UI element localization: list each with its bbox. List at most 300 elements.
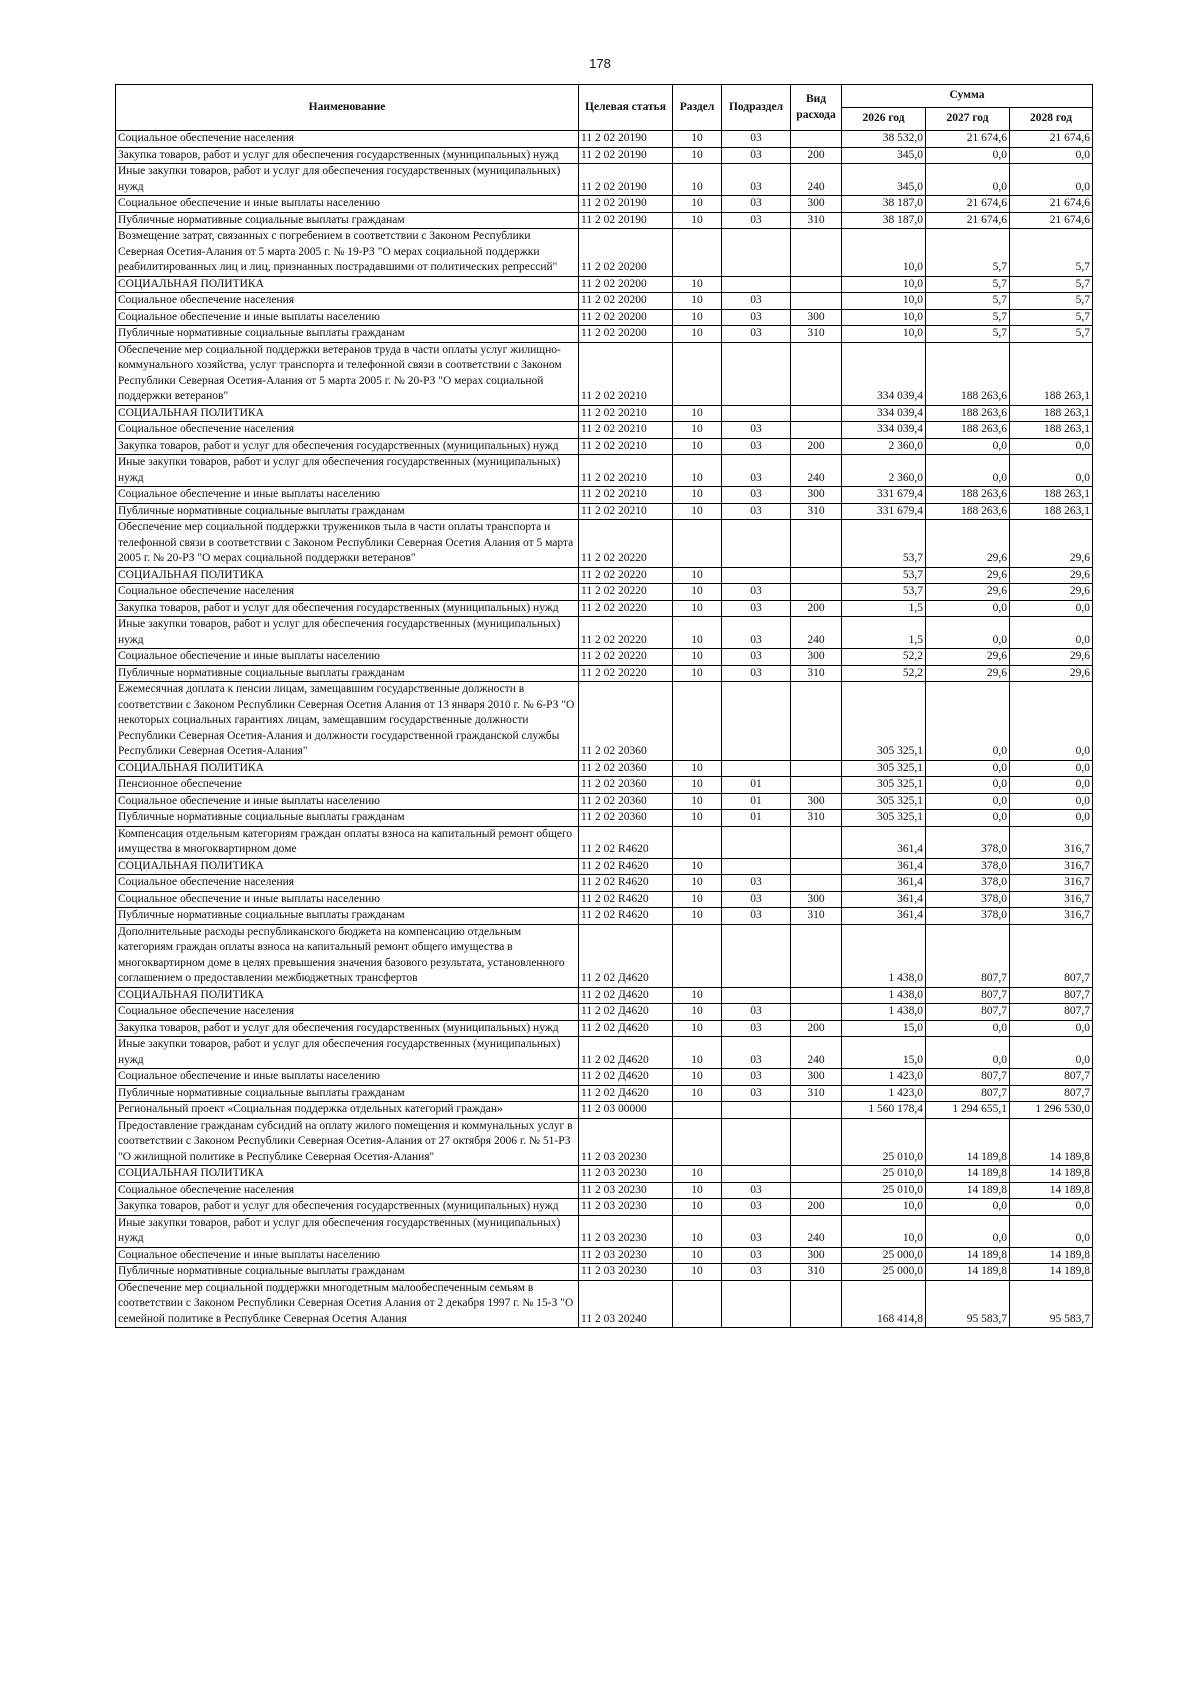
row-subsection: [722, 1118, 791, 1166]
row-target-code: 11 2 02 20360: [579, 682, 673, 761]
row-value-2027: 0,0: [926, 1199, 1010, 1216]
row-section: 10: [673, 760, 722, 777]
row-target-code: 11 2 02 Д4620: [579, 1069, 673, 1086]
row-value-2027: 188 263,6: [926, 405, 1010, 422]
row-target-code: 11 2 02 Д4620: [579, 1037, 673, 1069]
row-value-2026: 1 438,0: [842, 1004, 926, 1021]
row-subsection: 03: [722, 131, 791, 148]
table-row: [116, 1102, 1093, 1119]
row-section: 10: [673, 1004, 722, 1021]
header-sum: Сумма: [842, 85, 1093, 108]
row-target-code: 11 2 02 R4620: [579, 858, 673, 875]
row-expense-type: 200: [791, 147, 842, 164]
row-section: 10: [673, 858, 722, 875]
row-value-2026: 25 000,0: [842, 1264, 926, 1281]
row-value-2026: 38 532,0: [842, 131, 926, 148]
table-row: [116, 875, 1093, 892]
row-section: [673, 1118, 722, 1166]
row-target-code: 11 2 02 Д4620: [579, 924, 673, 987]
row-subsection: 03: [722, 1069, 791, 1086]
row-name: Закупка товаров, работ и услуг для обеспечения государственных (муниципальных) нужд: [116, 1199, 579, 1216]
row-target-code: 11 2 02 20190: [579, 131, 673, 148]
row-value-2028: 5,7: [1010, 229, 1093, 277]
row-value-2028: 29,6: [1010, 665, 1093, 682]
table-row: [116, 455, 1093, 487]
row-section: 10: [673, 326, 722, 343]
row-value-2028: 316,7: [1010, 891, 1093, 908]
row-name: Социальное обеспечение и иные выплаты населению: [116, 891, 579, 908]
row-value-2026: 53,7: [842, 520, 926, 568]
row-expense-type: [791, 520, 842, 568]
row-value-2027: 807,7: [926, 924, 1010, 987]
row-name: СОЦИАЛЬНАЯ ПОЛИТИКА: [116, 405, 579, 422]
row-target-code: 11 2 02 20210: [579, 342, 673, 405]
row-expense-type: 300: [791, 487, 842, 504]
row-value-2028: 807,7: [1010, 1069, 1093, 1086]
row-value-2027: 29,6: [926, 567, 1010, 584]
row-subsection: [722, 1166, 791, 1183]
row-subsection: 03: [722, 196, 791, 213]
row-value-2028: 188 263,1: [1010, 405, 1093, 422]
row-value-2026: 361,4: [842, 891, 926, 908]
row-subsection: 03: [722, 665, 791, 682]
row-subsection: [722, 229, 791, 277]
row-section: 10: [673, 503, 722, 520]
row-value-2027: 378,0: [926, 875, 1010, 892]
row-section: 10: [673, 1247, 722, 1264]
row-value-2028: 316,7: [1010, 858, 1093, 875]
row-value-2026: 1 560 178,4: [842, 1102, 926, 1119]
row-subsection: [722, 1102, 791, 1119]
table-row: [116, 1166, 1093, 1183]
row-subsection: 03: [722, 1004, 791, 1021]
row-value-2027: 188 263,6: [926, 422, 1010, 439]
row-value-2028: 5,7: [1010, 293, 1093, 310]
row-name: Социальное обеспечение и иные выплаты населению: [116, 1069, 579, 1086]
row-subsection: 03: [722, 293, 791, 310]
row-expense-type: 310: [791, 908, 842, 925]
row-expense-type: 200: [791, 1199, 842, 1216]
row-value-2027: 14 189,8: [926, 1182, 1010, 1199]
row-section: [673, 342, 722, 405]
row-section: [673, 826, 722, 858]
row-value-2028: 29,6: [1010, 584, 1093, 601]
row-expense-type: 240: [791, 164, 842, 196]
row-value-2028: 0,0: [1010, 600, 1093, 617]
row-name: СОЦИАЛЬНАЯ ПОЛИТИКА: [116, 1166, 579, 1183]
row-expense-type: [791, 1280, 842, 1328]
row-expense-type: [791, 276, 842, 293]
table-row: [116, 617, 1093, 649]
row-target-code: 11 2 02 20220: [579, 600, 673, 617]
table-row: [116, 987, 1093, 1004]
row-name: Обеспечение мер социальной поддержки тружеников тыла в части оплаты транспорта и телефонной связи в соответствии с Законом Республики Северная Осетия Алания от 5 марта 2005 г. № 20-РЗ "О мерах социальной поддержки ветеранов": [116, 520, 579, 568]
row-expense-type: 310: [791, 326, 842, 343]
row-subsection: [722, 760, 791, 777]
row-value-2028: 14 189,8: [1010, 1182, 1093, 1199]
page-number: 178: [589, 56, 611, 71]
row-target-code: 11 2 02 20200: [579, 229, 673, 277]
header-target: Целевая статья: [579, 85, 673, 131]
row-expense-type: 240: [791, 1037, 842, 1069]
row-name: Иные закупки товаров, работ и услуг для обеспечения государственных (муниципальных) нужд: [116, 164, 579, 196]
table-row: [116, 164, 1093, 196]
row-value-2026: 25 010,0: [842, 1182, 926, 1199]
table-row: [116, 826, 1093, 858]
row-target-code: 11 2 02 Д4620: [579, 1085, 673, 1102]
row-value-2026: 25 000,0: [842, 1247, 926, 1264]
row-expense-type: [791, 858, 842, 875]
row-subsection: 03: [722, 1247, 791, 1264]
row-expense-type: 240: [791, 1215, 842, 1247]
row-section: 10: [673, 584, 722, 601]
row-value-2026: 345,0: [842, 164, 926, 196]
row-name: Социальное обеспечение и иные выплаты населению: [116, 487, 579, 504]
row-section: 10: [673, 422, 722, 439]
row-section: 10: [673, 147, 722, 164]
row-value-2027: 807,7: [926, 1085, 1010, 1102]
row-name: Закупка товаров, работ и услуг для обеспечения государственных (муниципальных) нужд: [116, 147, 579, 164]
row-value-2028: 0,0: [1010, 777, 1093, 794]
row-value-2028: 14 189,8: [1010, 1264, 1093, 1281]
row-value-2026: 38 187,0: [842, 212, 926, 229]
table-row: [116, 1247, 1093, 1264]
row-value-2027: 0,0: [926, 1037, 1010, 1069]
row-expense-type: 310: [791, 212, 842, 229]
row-value-2028: 5,7: [1010, 309, 1093, 326]
row-expense-type: [791, 405, 842, 422]
row-value-2027: 0,0: [926, 1020, 1010, 1037]
row-target-code: 11 2 02 20360: [579, 760, 673, 777]
row-expense-type: [791, 1182, 842, 1199]
header-2026: 2026 год: [842, 108, 926, 131]
row-value-2026: 1,5: [842, 617, 926, 649]
row-value-2028: 0,0: [1010, 1020, 1093, 1037]
table-row: [116, 665, 1093, 682]
row-value-2028: 316,7: [1010, 826, 1093, 858]
row-value-2028: 0,0: [1010, 793, 1093, 810]
row-expense-type: [791, 422, 842, 439]
row-value-2027: 21 674,6: [926, 212, 1010, 229]
table-row: [116, 600, 1093, 617]
table-row: [116, 1037, 1093, 1069]
row-subsection: [722, 342, 791, 405]
row-value-2027: 0,0: [926, 455, 1010, 487]
row-expense-type: [791, 584, 842, 601]
row-value-2026: 10,0: [842, 293, 926, 310]
row-target-code: 11 2 03 20230: [579, 1215, 673, 1247]
row-target-code: 11 2 02 20210: [579, 455, 673, 487]
table-row: [116, 1085, 1093, 1102]
row-subsection: 01: [722, 793, 791, 810]
table-row: [116, 212, 1093, 229]
row-value-2027: 0,0: [926, 147, 1010, 164]
row-value-2026: 10,0: [842, 1215, 926, 1247]
row-name: Публичные нормативные социальные выплаты гражданам: [116, 1085, 579, 1102]
header-2027: 2027 год: [926, 108, 1010, 131]
row-value-2026: 361,4: [842, 908, 926, 925]
row-subsection: 03: [722, 1085, 791, 1102]
row-value-2026: 10,0: [842, 276, 926, 293]
row-section: 10: [673, 276, 722, 293]
row-name: Публичные нормативные социальные выплаты гражданам: [116, 908, 579, 925]
row-section: [673, 682, 722, 761]
row-name: Иные закупки товаров, работ и услуг для обеспечения государственных (муниципальных) нужд: [116, 455, 579, 487]
row-subsection: 03: [722, 875, 791, 892]
row-value-2027: 14 189,8: [926, 1247, 1010, 1264]
row-section: 10: [673, 405, 722, 422]
row-value-2028: 29,6: [1010, 520, 1093, 568]
row-value-2026: 334 039,4: [842, 405, 926, 422]
row-value-2027: 188 263,6: [926, 487, 1010, 504]
row-value-2028: 0,0: [1010, 164, 1093, 196]
row-name: Публичные нормативные социальные выплаты гражданам: [116, 326, 579, 343]
row-value-2026: 305 325,1: [842, 760, 926, 777]
row-name: Социальное обеспечение населения: [116, 875, 579, 892]
row-name: Закупка товаров, работ и услуг для обеспечения государственных (муниципальных) нужд: [116, 438, 579, 455]
row-expense-type: [791, 1166, 842, 1183]
table-row: [116, 908, 1093, 925]
row-value-2026: 305 325,1: [842, 793, 926, 810]
row-value-2027: 14 189,8: [926, 1264, 1010, 1281]
table-row: [116, 567, 1093, 584]
row-value-2026: 38 187,0: [842, 196, 926, 213]
row-value-2028: 5,7: [1010, 326, 1093, 343]
row-section: 10: [673, 438, 722, 455]
row-value-2027: 29,6: [926, 584, 1010, 601]
row-target-code: 11 2 03 20240: [579, 1280, 673, 1328]
row-value-2027: 5,7: [926, 309, 1010, 326]
row-value-2028: 14 189,8: [1010, 1247, 1093, 1264]
row-value-2028: 188 263,1: [1010, 503, 1093, 520]
table-row: [116, 147, 1093, 164]
row-subsection: [722, 520, 791, 568]
row-value-2027: 5,7: [926, 276, 1010, 293]
row-section: [673, 229, 722, 277]
row-expense-type: [791, 1102, 842, 1119]
row-target-code: 11 2 02 20220: [579, 520, 673, 568]
table-row: [116, 1182, 1093, 1199]
table-body: [116, 131, 1093, 1328]
row-name: Дополнительные расходы республиканского бюджета на компенсацию отдельным категориям граждан оплаты взноса на капитальный ремонт общего имущества в многоквартирном доме в целях превышения значения базового результата, установленного соглашением о предоставлении межбюджетных трансфертов: [116, 924, 579, 987]
row-section: 10: [673, 309, 722, 326]
row-name: Социальное обеспечение населения: [116, 1004, 579, 1021]
row-name: СОЦИАЛЬНАЯ ПОЛИТИКА: [116, 276, 579, 293]
row-subsection: 03: [722, 584, 791, 601]
row-expense-type: [791, 1118, 842, 1166]
row-value-2026: 10,0: [842, 229, 926, 277]
row-subsection: 03: [722, 147, 791, 164]
row-value-2027: 0,0: [926, 164, 1010, 196]
row-expense-type: [791, 1004, 842, 1021]
table-row: [116, 1020, 1093, 1037]
row-value-2028: 14 189,8: [1010, 1118, 1093, 1166]
row-value-2028: 21 674,6: [1010, 212, 1093, 229]
row-section: 10: [673, 567, 722, 584]
row-value-2026: 1 438,0: [842, 987, 926, 1004]
row-value-2028: 5,7: [1010, 276, 1093, 293]
row-value-2028: 14 189,8: [1010, 1166, 1093, 1183]
row-value-2027: 378,0: [926, 826, 1010, 858]
row-value-2027: 0,0: [926, 600, 1010, 617]
row-value-2027: 14 189,8: [926, 1166, 1010, 1183]
row-section: 10: [673, 793, 722, 810]
row-value-2028: 0,0: [1010, 1199, 1093, 1216]
row-section: 10: [673, 891, 722, 908]
row-value-2026: 361,4: [842, 875, 926, 892]
row-target-code: 11 2 02 R4620: [579, 826, 673, 858]
row-value-2027: 0,0: [926, 617, 1010, 649]
row-subsection: 03: [722, 1264, 791, 1281]
row-section: 10: [673, 1215, 722, 1247]
row-value-2027: 0,0: [926, 438, 1010, 455]
row-expense-type: 300: [791, 649, 842, 666]
row-expense-type: 310: [791, 503, 842, 520]
row-expense-type: 310: [791, 1264, 842, 1281]
row-value-2026: 334 039,4: [842, 342, 926, 405]
row-subsection: 03: [722, 212, 791, 229]
row-name: Иные закупки товаров, работ и услуг для обеспечения государственных (муниципальных) нужд: [116, 617, 579, 649]
row-name: Иные закупки товаров, работ и услуг для обеспечения государственных (муниципальных) нужд: [116, 1215, 579, 1247]
table-row: [116, 682, 1093, 761]
row-name: Социальное обеспечение населения: [116, 1182, 579, 1199]
row-value-2027: 0,0: [926, 793, 1010, 810]
row-target-code: 11 2 02 Д4620: [579, 987, 673, 1004]
row-value-2026: 361,4: [842, 858, 926, 875]
row-value-2028: 807,7: [1010, 1085, 1093, 1102]
row-value-2026: 305 325,1: [842, 682, 926, 761]
row-section: 10: [673, 1037, 722, 1069]
row-target-code: 11 2 02 20360: [579, 793, 673, 810]
row-expense-type: 200: [791, 1020, 842, 1037]
row-value-2026: 25 010,0: [842, 1118, 926, 1166]
row-value-2026: 53,7: [842, 584, 926, 601]
row-section: 10: [673, 1264, 722, 1281]
row-expense-type: [791, 293, 842, 310]
row-subsection: [722, 276, 791, 293]
row-target-code: 11 2 02 20210: [579, 438, 673, 455]
row-value-2028: 0,0: [1010, 810, 1093, 827]
budget-table: [115, 84, 1093, 1328]
row-name: Компенсация отдельным категориям граждан оплаты взноса на капитальный ремонт общего имущества в многоквартирном доме: [116, 826, 579, 858]
table-row: [116, 131, 1093, 148]
row-value-2028: 21 674,6: [1010, 196, 1093, 213]
row-name: СОЦИАЛЬНАЯ ПОЛИТИКА: [116, 567, 579, 584]
row-value-2027: 188 263,6: [926, 503, 1010, 520]
row-subsection: 03: [722, 1182, 791, 1199]
row-target-code: 11 2 02 20200: [579, 309, 673, 326]
row-value-2027: 0,0: [926, 810, 1010, 827]
row-value-2027: 21 674,6: [926, 196, 1010, 213]
row-name: Публичные нормативные социальные выплаты гражданам: [116, 665, 579, 682]
header-2028: 2028 год: [1010, 108, 1093, 131]
row-value-2028: 807,7: [1010, 987, 1093, 1004]
row-section: 10: [673, 810, 722, 827]
row-expense-type: [791, 987, 842, 1004]
table-row: [116, 810, 1093, 827]
table-row: [116, 503, 1093, 520]
table-row: [116, 1280, 1093, 1328]
row-section: 10: [673, 1085, 722, 1102]
row-subsection: [722, 826, 791, 858]
row-target-code: 11 2 02 20220: [579, 665, 673, 682]
table-row: [116, 422, 1093, 439]
table-row: [116, 793, 1093, 810]
row-target-code: 11 2 02 20220: [579, 649, 673, 666]
row-value-2027: 807,7: [926, 987, 1010, 1004]
row-subsection: 03: [722, 309, 791, 326]
row-value-2028: 29,6: [1010, 567, 1093, 584]
row-name: Возмещение затрат, связанных с погребением в соответствии с Законом Республики Северная Осетия-Алания от 5 марта 2005 г. № 19-РЗ "О мерах социальной поддержки реабилитированных лиц и лиц, признанных пострадавшими от политических репрессий": [116, 229, 579, 277]
table-row: [116, 438, 1093, 455]
row-target-code: 11 2 03 20230: [579, 1182, 673, 1199]
row-target-code: 11 2 02 20360: [579, 777, 673, 794]
row-section: 10: [673, 617, 722, 649]
row-name: Ежемесячная доплата к пенсии лицам, замещавшим государственные должности в соответствии с Законом Республики Северная Осетия Алания от 13 января 2010 г. № 6-РЗ "О некоторых социальных гарантиях лицам, замещавшим государственные должности Республики Северная Осетия-Алания и должности государственной гражданской службы Республики Северная Осетия-Алания": [116, 682, 579, 761]
row-name: Обеспечение мер социальной поддержки многодетным малообеспеченным семьям в соответствии с Законом Республики Северная Осетия Алания от 2 декабря 1997 г. № 15-З "О семейной политике в Республике Северная Осетия Алания: [116, 1280, 579, 1328]
row-value-2026: 2 360,0: [842, 455, 926, 487]
table-row: [116, 229, 1093, 277]
row-expense-type: 300: [791, 891, 842, 908]
row-name: Социальное обеспечение и иные выплаты населению: [116, 196, 579, 213]
row-value-2028: 29,6: [1010, 649, 1093, 666]
row-section: [673, 1102, 722, 1119]
row-value-2027: 14 189,8: [926, 1118, 1010, 1166]
row-name: Социальное обеспечение населения: [116, 293, 579, 310]
row-value-2026: 52,2: [842, 665, 926, 682]
table-row: [116, 760, 1093, 777]
row-expense-type: 300: [791, 196, 842, 213]
table-row: [116, 858, 1093, 875]
row-target-code: 11 2 02 20220: [579, 584, 673, 601]
row-value-2027: 21 674,6: [926, 131, 1010, 148]
row-name: Предоставление гражданам субсидий на оплату жилого помещения и коммунальных услуг в соответствии с Законом Республики Северная Осетия-Алания от 27 октября 2006 г. № 51-РЗ "О жилищной политике в Республике Северная Осетия-Алания": [116, 1118, 579, 1166]
row-target-code: 11 2 02 20190: [579, 147, 673, 164]
header-expense-type: Вид расхода: [791, 85, 842, 131]
table-row: [116, 584, 1093, 601]
row-target-code: 11 2 02 20200: [579, 326, 673, 343]
row-value-2027: 807,7: [926, 1069, 1010, 1086]
row-section: 10: [673, 196, 722, 213]
row-section: 10: [673, 1069, 722, 1086]
row-value-2026: 53,7: [842, 567, 926, 584]
row-name: Публичные нормативные социальные выплаты гражданам: [116, 1264, 579, 1281]
row-value-2026: 331 679,4: [842, 503, 926, 520]
row-value-2028: 188 263,1: [1010, 487, 1093, 504]
header-name: Наименование: [116, 85, 579, 131]
row-subsection: 03: [722, 422, 791, 439]
table-row: [116, 326, 1093, 343]
table-row: [116, 342, 1093, 405]
row-value-2028: 188 263,1: [1010, 422, 1093, 439]
row-section: 10: [673, 131, 722, 148]
row-name: Социальное обеспечение населения: [116, 131, 579, 148]
row-expense-type: 310: [791, 665, 842, 682]
row-section: 10: [673, 212, 722, 229]
row-expense-type: 300: [791, 1247, 842, 1264]
row-target-code: 11 2 02 20220: [579, 617, 673, 649]
row-target-code: 11 2 02 20210: [579, 503, 673, 520]
row-value-2027: 29,6: [926, 520, 1010, 568]
row-value-2026: 52,2: [842, 649, 926, 666]
row-value-2027: 0,0: [926, 760, 1010, 777]
table-row: [116, 1004, 1093, 1021]
row-value-2028: 0,0: [1010, 438, 1093, 455]
row-value-2027: 1 294 655,1: [926, 1102, 1010, 1119]
row-subsection: 03: [722, 891, 791, 908]
row-section: 10: [673, 665, 722, 682]
row-target-code: 11 2 02 20190: [579, 164, 673, 196]
